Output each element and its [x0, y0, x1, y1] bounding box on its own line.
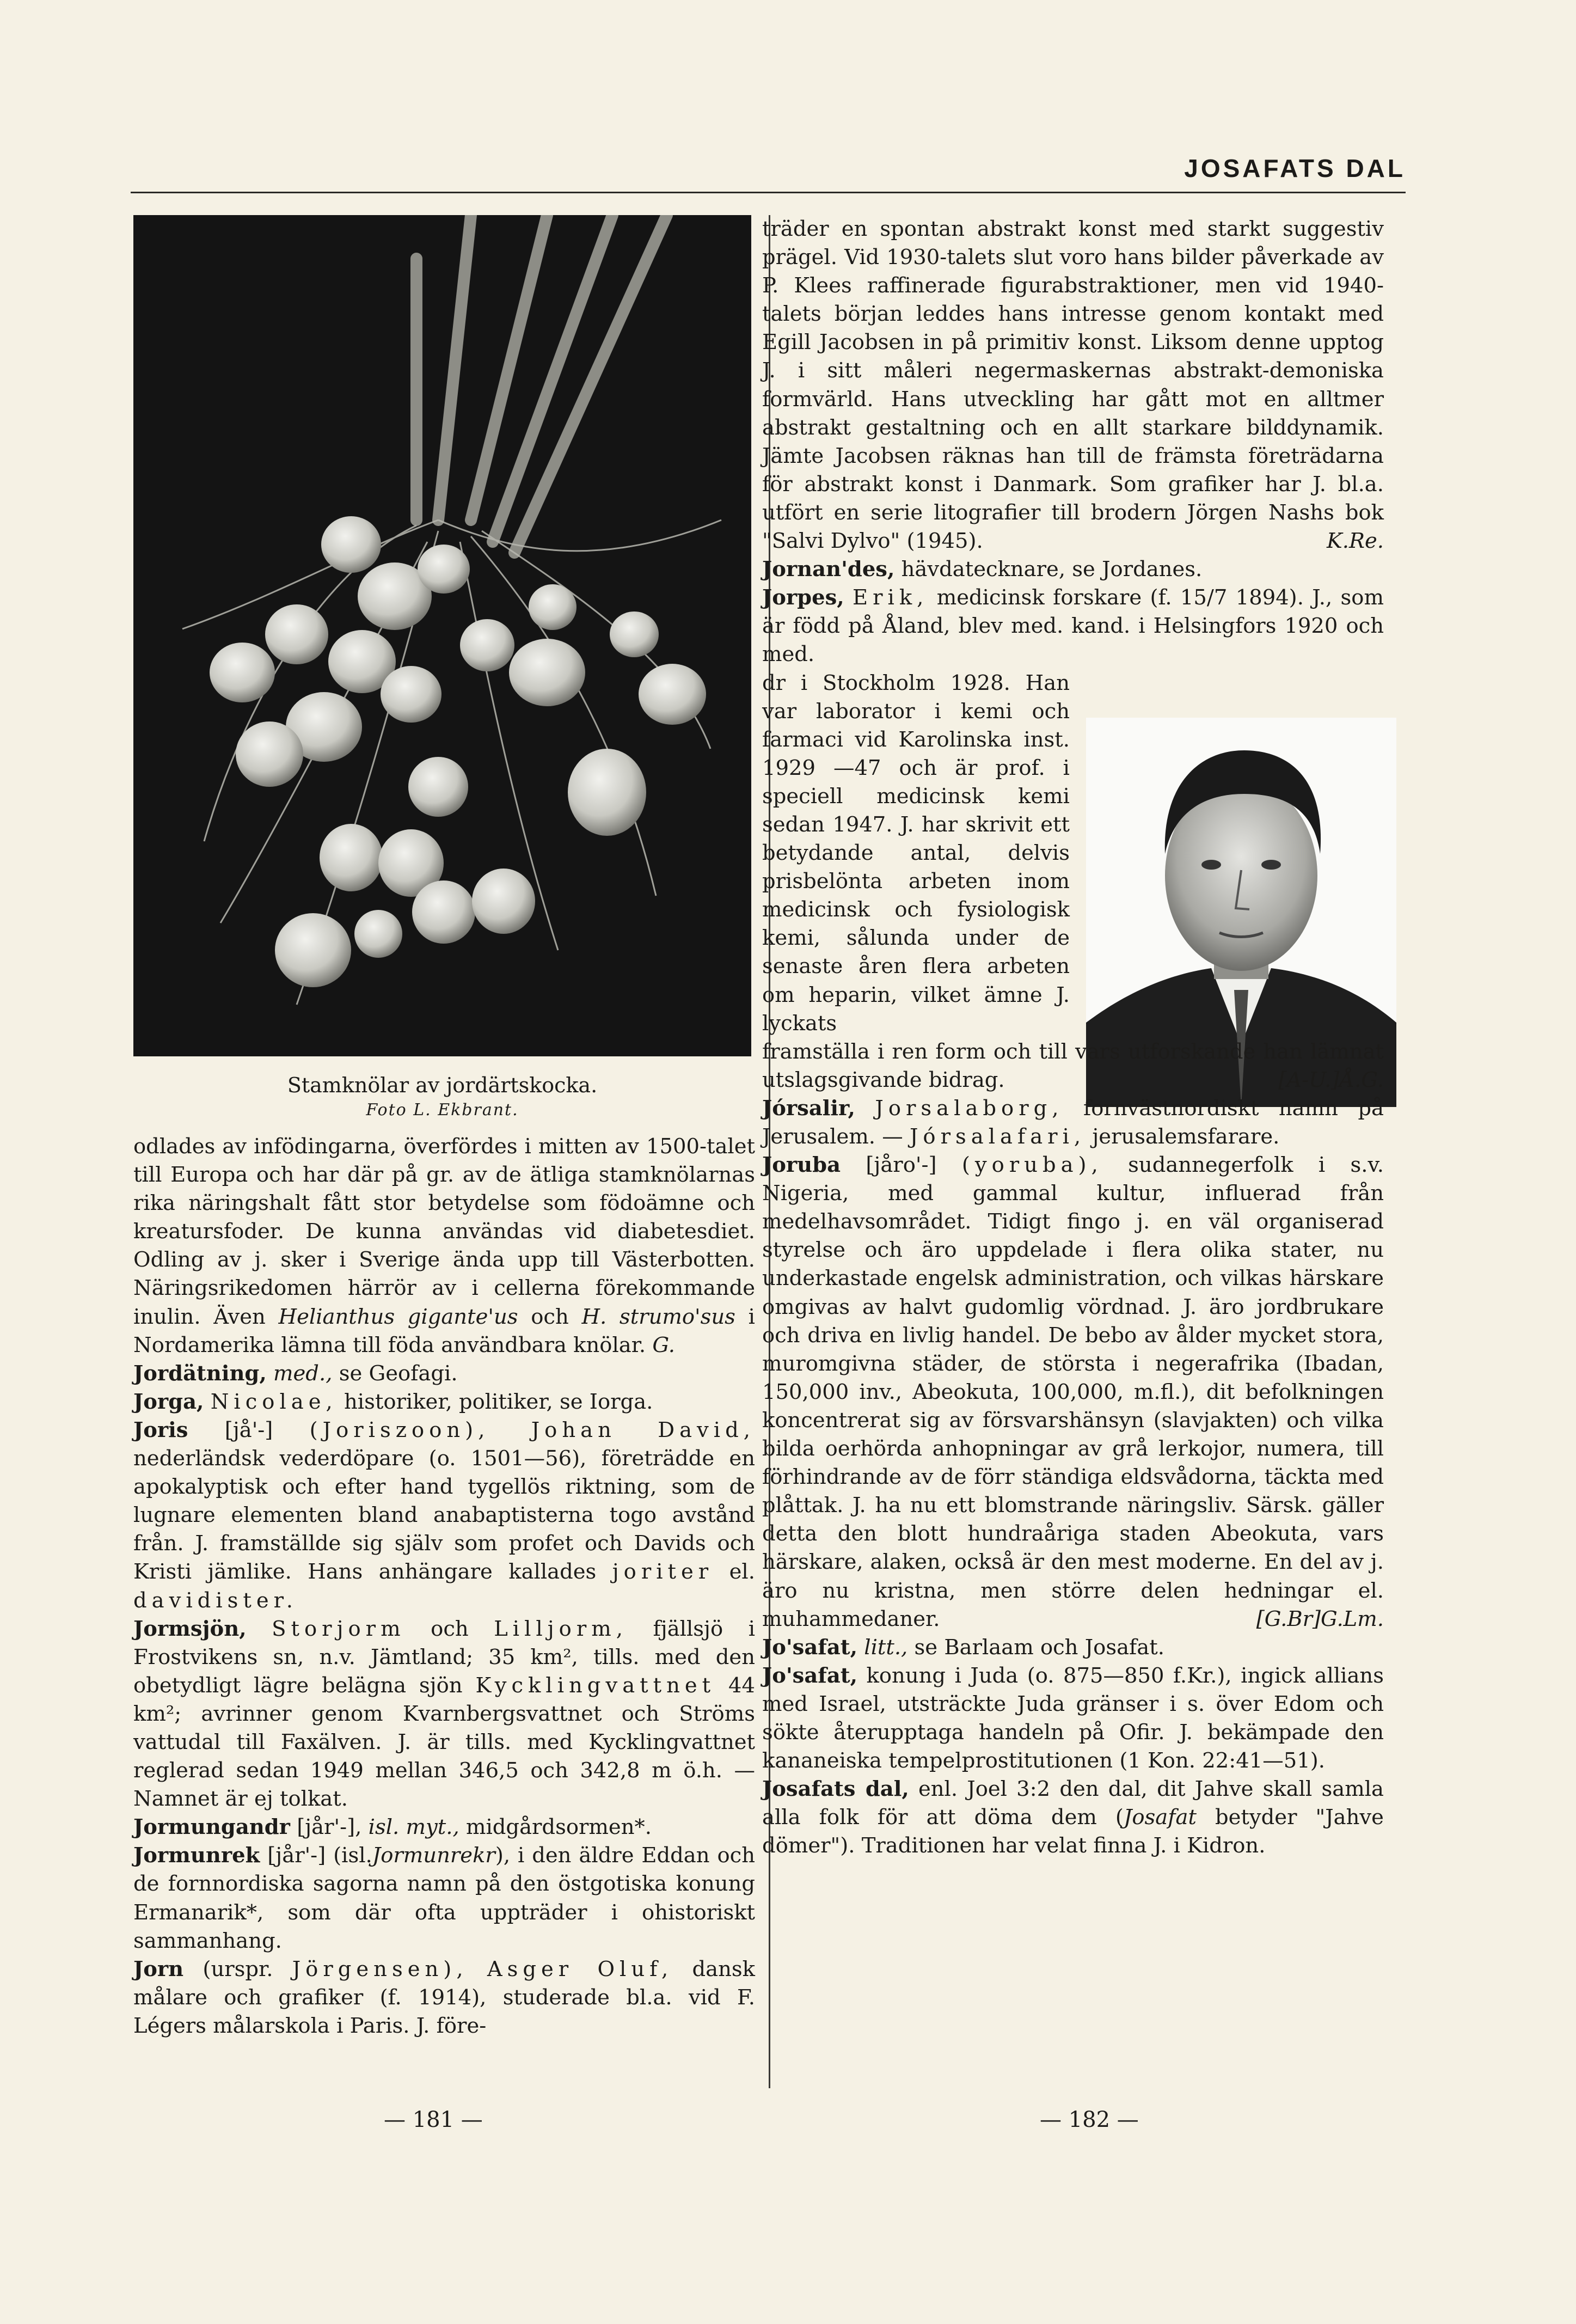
entry-jormungandr: Jormungandr [jår'-], isl. myt., midgårdsormen*. [133, 1815, 652, 1840]
entry-joruba: Joruba [jåro'-] (yoruba), sudannegerfolk i s.v. Nigeria, med gammal kultur, influerad från medelhavsområdet. Tidigt fingo j. en väl organiserad styrelse och äro uppdelade i flera olika stater, nu underkastade engelsk administration, och vilkas härskare omgivas av halvt gudomlig vördnad. J. äro jordbrukare och driva en livlig handel. De bebo av ålder mycket stora, muromgivna städer, de största i negerafrika (Ibadan, 150,000 inv., Abeokuta, 100,000, m.fl.), dit befolkningen koncentrerat sig av försvarshänsyn (slavjakten) och vilka bilda oerhörda anhopningar av grå lerkojor, numera, till förhindrande av de förr ständiga eldsvådorna, täckta med plåttak. J. ha nu ett blomstrande näringsliv. Särsk. gäller detta den blott hundraåriga staden Abeokuta, vars härskare, alaken, också är den mest moderne. En del av j. äro nu kristna, men större delen hedningar el. muhammedaner. [G.Br]G.Lm. [762, 1153, 1384, 1631]
entry-jorga: Jorga, Nicolae, historiker, politiker, se Iorga. [133, 1389, 653, 1414]
entry-jorpes-wrap: dr i Stockholm 1928. Han var laborator i kemi och farmaci vid Karolinska inst. 1929 —47 och är prof. i speciell medicinsk kemi sedan 1947. J. har skrivit ett betydande antal, delvis prisbelönta arbeten inom medicinsk och fysiologisk kemi, sålunda under de senaste åren flera arbeten om heparin, vilket ämne J. lyckats [762, 670, 1070, 1036]
entry-jorsalir: Jórsalir, Jorsalaborg, fornvästnordiskt namn på Jerusalem. — Jórsalafari, jerusalemsfarare. [762, 1096, 1384, 1149]
plant-caption-text: Stamknölar av jordärtskocka. [287, 1073, 598, 1097]
plant-photo-caption [133, 1073, 751, 1123]
left-column [133, 1133, 755, 2040]
running-header [131, 154, 1406, 193]
plant-caption-credit: Foto L. Ekbrant. [366, 1100, 519, 1120]
artichoke-continued-paragraph: odlades av infödingarna, överfördes i mitten av 1500-talet till Europa och har där på gr. av de ätliga stamknölarnas rika näringshalt fått stor betydelse som födoämne och kreatursfoder. De kunna användas vid diabetesdiet. Odling av j. sker i Sverige ända upp till Västerbotten. Näringsrikedomen härrör av i cellerna förekommande inulin. Även Helianthus gigante'us och H. strumo'sus i Nordamerika lämna till föda användbara knölar. G. [133, 1134, 755, 1357]
entry-jorpes-end: framställa i ren form och till vars utforskande han lämnat utslagsgivande bidrag. [A-U.]Å.G. [762, 1039, 1384, 1092]
entry-jorn: Jorn (urspr. Jörgensen), Asger Oluf, dansk målare och grafiker (f. 1914), studerade bl.a. vid F. Légers målarskola i Paris. J. före- [133, 1956, 755, 2038]
entry-jormunrek: Jormunrek [jår'-] (isl.Jormunrekr), i den äldre Eddan och de fornnordiska sagorna namn på den östgotiska konung Ermanarik*, som där ofta uppträder i ohistoriskt sammanhang. [133, 1843, 755, 1953]
jerusalem-artichoke-tubers-icon [133, 215, 751, 1056]
entry-jormsjon: Jormsjön, Storjorm och Lilljorm, fjällsjö i Frostvikens sn, n.v. Jämtland; 35 km², tills. med den obetydligt lägre belägna sjön Kycklingvattnet 44 km²; avrinner genom Kvarnbergsvattnet och Ströms vattudal till Faxälven. J. är tills. med Kycklingvattnet reglerad sedan 1949 mellan 346,5 och 342,8 m ö.h. — Namnet är ej tolkat. [133, 1616, 756, 1812]
entry-jordatning: Jordätning, med., se Geofagi. [133, 1361, 458, 1386]
right-column [762, 215, 1384, 1860]
entry-jorpes: Jorpes, Erik, medicinsk forskare (f. 15/7 1894). J., som är född på Åland, blev med. kand. i Helsingfors 1920 och med. [762, 585, 1384, 667]
running-header-title: JOSAFATS DAL [1184, 154, 1406, 182]
page-number-right: — 182 — [1040, 2107, 1139, 2132]
entry-jornandes: Jornan'des, hävdatecknare, se Jordanes. [762, 557, 1203, 582]
entry-josafats-dal: Josafats dal, enl. Joel 3:2 den dal, dit Jahve skall samla alla folk för att döma dem (Josafat betyder "Jahve dömer"). Traditionen har velat finna J. i Kidron. [762, 1777, 1384, 1858]
page-number-left: — 181 — [384, 2107, 483, 2132]
entry-joris: Joris [jå'-] (Joriszoon), Johan David, nederländsk vederdöpare (o. 1501—56), företrädde en apokalyptisk och efter hand tygellös riktning, som de lugnare elementen bland anabaptisterna togo avstånd från. J. framställde sig själv som profet och Davids och Kristi jämlike. Hans anhängare kallades joriter el. davidister. [133, 1417, 755, 1613]
jerusalem-artichoke-photo [133, 215, 751, 1056]
entry-josafat-litt: Jo'safat, litt., se Barlaam och Josafat. [762, 1635, 1164, 1660]
jorn-continued-paragraph: träder en spontan abstrakt konst med starkt suggestiv prägel. Vid 1930-talets slut voro hans bilder påverkade av P. Klees raffinerade figurabstraktioner, men vid 1940-talets början leddes hans intresse genom kontakt med Egill Jacobsen in på primitiv konst. Liksom denne upptog J. i sitt måleri negermaskernas abstrakt-demoniska formvärld. Hans utveckling har gått mot en alltmer abstrakt gestaltning och en allt starkare bilddynamik. Jämte Jacobsen räknas han till de främsta företrädarna för abstrakt konst i Danmark. Som grafiker har J. bl.a. utfört en serie litografier till brodern Jörgen Nashs bok "Salvi Dylvo" (1945). K.Re. [762, 217, 1384, 554]
entry-josafat-king: Jo'safat, konung i Juda (o. 875—850 f.Kr.), ingick allians med Israel, utsträckte Juda gränser i s. över Edom och sökte återupptaga handeln på Ofir. J. bekämpade den kananeiska tempelprostitutionen (1 Kon. 22:41—51). [762, 1663, 1384, 1773]
